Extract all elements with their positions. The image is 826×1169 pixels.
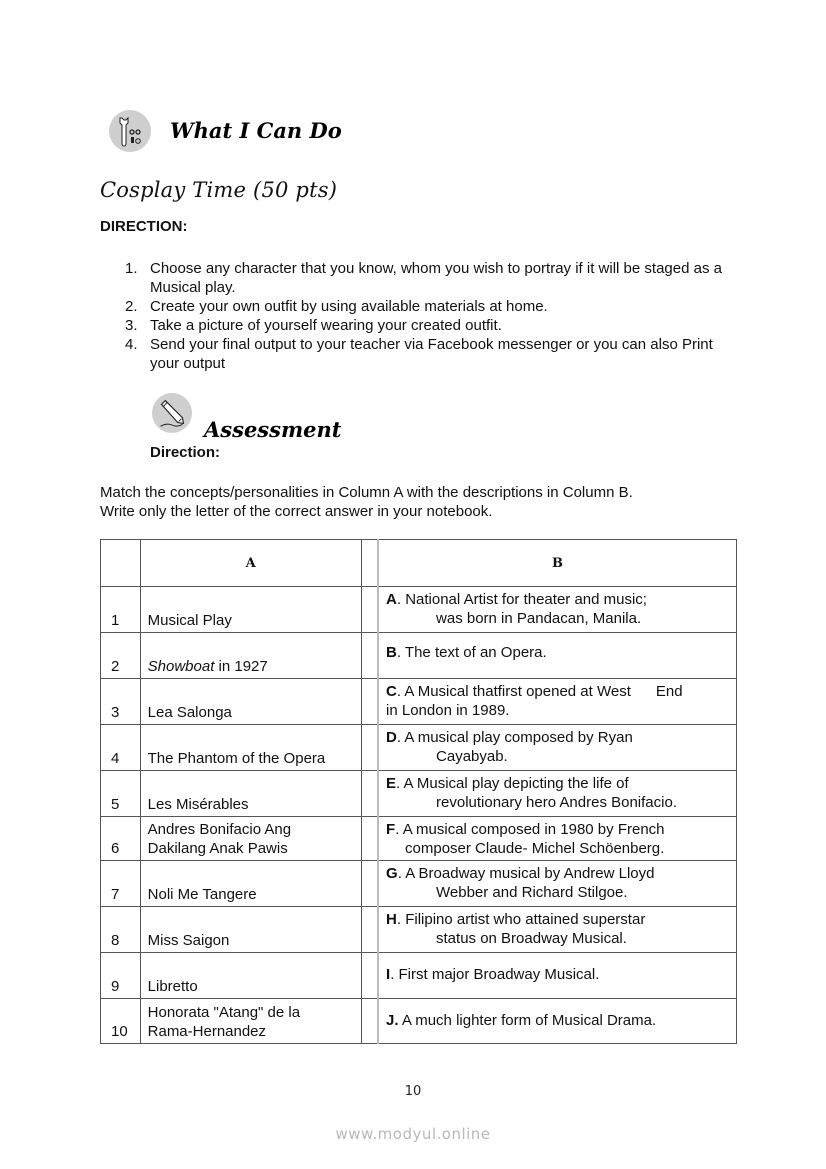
table-row: [101, 999, 737, 1044]
row-number: 6: [101, 817, 141, 861]
table-row: [101, 817, 737, 861]
activity-title: Cosplay Time (50 pts): [100, 178, 338, 202]
column-a-cell: Lea Salonga: [140, 679, 361, 725]
pencil-icon: [152, 393, 192, 433]
column-a-cell: Libretto: [140, 953, 361, 999]
column-a-cell: Andres Bonifacio Ang Dakilang Anak Pawis: [140, 817, 361, 861]
table-row: [101, 953, 737, 999]
assessment-direction-label: Direction:: [150, 444, 221, 461]
column-b-cell: B. The text of an Opera.: [378, 633, 736, 679]
row-number: 9: [101, 953, 141, 999]
table-row: [101, 907, 737, 953]
column-a-cell: Musical Play: [140, 587, 361, 633]
row-number: 2: [101, 633, 141, 679]
row-number: 3: [101, 679, 141, 725]
column-b-cell: J. A much lighter form of Musical Drama.: [378, 999, 736, 1044]
step-item: 3. Take a picture of yourself wearing your created outfit.: [125, 317, 502, 334]
table-header-row: [101, 540, 737, 587]
table-row: [101, 679, 737, 725]
column-b-cell: C. A Musical thatfirst opened at West End in London in 1989.: [378, 679, 736, 725]
column-a-cell: Les Misérables: [140, 771, 361, 817]
table-row: [101, 725, 737, 771]
header-gap: [361, 540, 378, 587]
row-number: 7: [101, 861, 141, 907]
column-a-cell: Honorata "Atang" de la Rama-Hernandez: [140, 999, 361, 1044]
tools-icon: [109, 110, 151, 152]
column-b-cell: H. Filipino artist who attained superstar status on Broadway Musical.: [378, 907, 736, 953]
column-b-cell: G. A Broadway musical by Andrew Lloyd Webber and Richard Stilgoe.: [378, 861, 736, 907]
assessment-instructions: Match the concepts/personalities in Column A with the descriptions in Column B. Write only the letter of the correct answer in your notebook.: [100, 484, 633, 520]
header-num: [101, 540, 141, 587]
header-column-b: B: [378, 540, 736, 587]
section-title-what-i-can-do: What I Can Do: [170, 118, 342, 143]
column-a-cell: Noli Me Tangere: [140, 861, 361, 907]
step-item: 4. Send your final output to your teacher via Facebook messenger or you can also Print your output: [125, 336, 713, 372]
step-item: 1. Choose any character that you know, whom you wish to portray if it will be staged as a Musical play.: [125, 260, 722, 296]
column-b-cell: F. A musical composed in 1980 by French composer Claude- Michel Schöenberg.: [378, 817, 736, 861]
row-number: 1: [101, 587, 141, 633]
column-a-cell: The Phantom of the Opera: [140, 725, 361, 771]
watermark: www.modyul.online: [335, 1125, 491, 1143]
page-number: 10: [404, 1084, 422, 1099]
column-b-cell: A. National Artist for theater and music; was born in Pandacan, Manila.: [378, 587, 736, 633]
column-b-cell: D. A musical play composed by Ryan Cayabyab.: [378, 725, 736, 771]
header-column-a: A: [140, 540, 361, 587]
table-row: [101, 633, 737, 679]
column-a-cell: Miss Saigon: [140, 907, 361, 953]
table-row: [101, 861, 737, 907]
table-row: [101, 771, 737, 817]
table-row: [101, 587, 737, 633]
row-number: 10: [101, 999, 141, 1044]
column-b-cell: I. First major Broadway Musical.: [378, 953, 736, 999]
row-number: 5: [101, 771, 141, 817]
matching-table: [100, 539, 737, 1044]
row-number: 8: [101, 907, 141, 953]
section-title-assessment: Assessment: [204, 417, 342, 442]
direction-steps: [125, 259, 725, 373]
step-item: 2. Create your own outfit by using available materials at home.: [125, 298, 548, 315]
direction-label: DIRECTION:: [100, 218, 188, 235]
column-b-cell: E. A Musical play depicting the life of revolutionary hero Andres Bonifacio.: [378, 771, 736, 817]
column-a-cell: Showboat in 1927: [140, 633, 361, 679]
row-number: 4: [101, 725, 141, 771]
